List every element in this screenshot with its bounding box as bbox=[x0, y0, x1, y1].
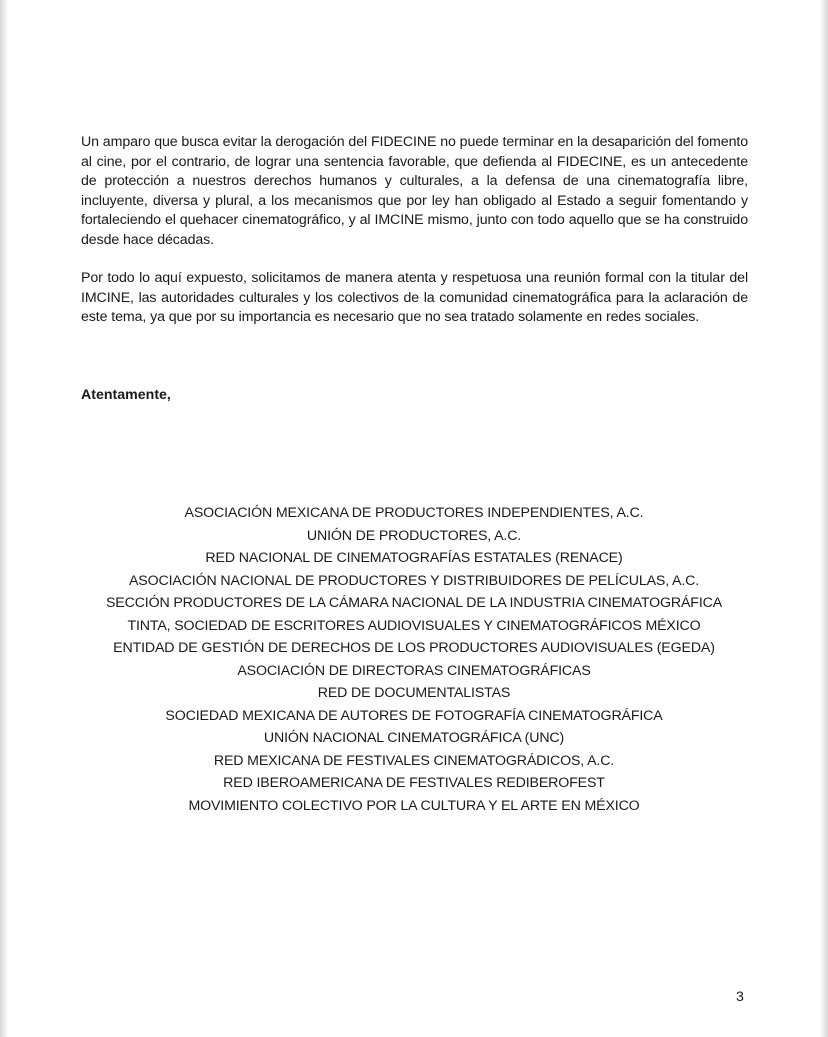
signatories-list bbox=[60, 502, 768, 817]
body-paragraph-request: Por todo lo aquí expuesto, solicitamos de manera atenta y respetuosa una reunión formal con la titular del IMCINE, las autoridades culturales y los colectivos de la comunidad cinematográfica para la aclaración de este tema, ya que por su importancia es necesario que no sea tratado solamente en redes sociales. bbox=[81, 270, 748, 326]
signatory-item: TINTA, SOCIEDAD DE ESCRITORES AUDIOVISUALES Y CINEMATOGRÁFICOS MÉXICO bbox=[127, 617, 701, 634]
page-edge-right bbox=[820, 0, 828, 1037]
signatory-item: ASOCIACIÓN NACIONAL DE PRODUCTORES Y DISTRIBUIDORES DE PELÍCULAS, A.C. bbox=[128, 572, 699, 589]
signatory-item: SECCIÓN PRODUCTORES DE LA CÁMARA NACIONAL DE LA INDUSTRIA CINEMATOGRÁFICA bbox=[105, 595, 723, 611]
page-edge-left bbox=[0, 0, 8, 1037]
page-number: 3 bbox=[736, 989, 744, 1005]
signatory-item: ASOCIACIÓN MEXICANA DE PRODUCTORES INDEPENDIENTES, A.C. bbox=[184, 505, 644, 521]
signatory-item: ASOCIACIÓN DE DIRECTORAS CINEMATOGRÁFICAS bbox=[237, 662, 591, 679]
signatory-item: UNIÓN DE PRODUCTORES, A.C. bbox=[306, 527, 522, 544]
signatory-item: UNIÓN NACIONAL CINEMATOGRÁFICA (UNC) bbox=[263, 730, 565, 746]
signatory-item: RED IBEROAMERICANA DE FESTIVALES REDIBEROFEST bbox=[223, 775, 605, 791]
signatory-item: ENTIDAD DE GESTIÓN DE DERECHOS DE LOS PRODUCTORES AUDIOVISUALES (EGEDA) bbox=[113, 640, 715, 656]
closing-salutation: Atentamente, bbox=[81, 387, 171, 403]
body-paragraph-amparo: Un amparo que busca evitar la derogación del FIDECINE no puede terminar en la desaparición del fomento al cine, por el contrario, de lograr una sentencia favorable, que defienda al FIDECINE, es un antecedente de protección a nuestros derechos humanos y culturales, a la defensa de una cinematografía libre, incluyente, diversa y plural, a los mecanismos que por ley han obligado al Estado a seguir fomentando y fortaleciendo el quehacer cinematográfico, y al IMCINE mismo, junto con todo aquello que se ha construido desde hace décadas. bbox=[81, 134, 748, 248]
signatory-item: RED MEXICANA DE FESTIVALES CINEMATOGRÁDICOS, A.C. bbox=[213, 752, 615, 769]
signatory-item: RED NACIONAL DE CINEMATOGRAFÍAS ESTATALES (RENACE) bbox=[205, 550, 623, 566]
signatory-item: SOCIEDAD MEXICANA DE AUTORES DE FOTOGRAFÍA CINEMATOGRÁFICA bbox=[165, 707, 663, 724]
signatory-item: MOVIMIENTO COLECTIVO POR LA CULTURA Y EL ARTE EN MÉXICO bbox=[188, 797, 640, 814]
signatory-item: RED DE DOCUMENTALISTAS bbox=[317, 685, 511, 701]
